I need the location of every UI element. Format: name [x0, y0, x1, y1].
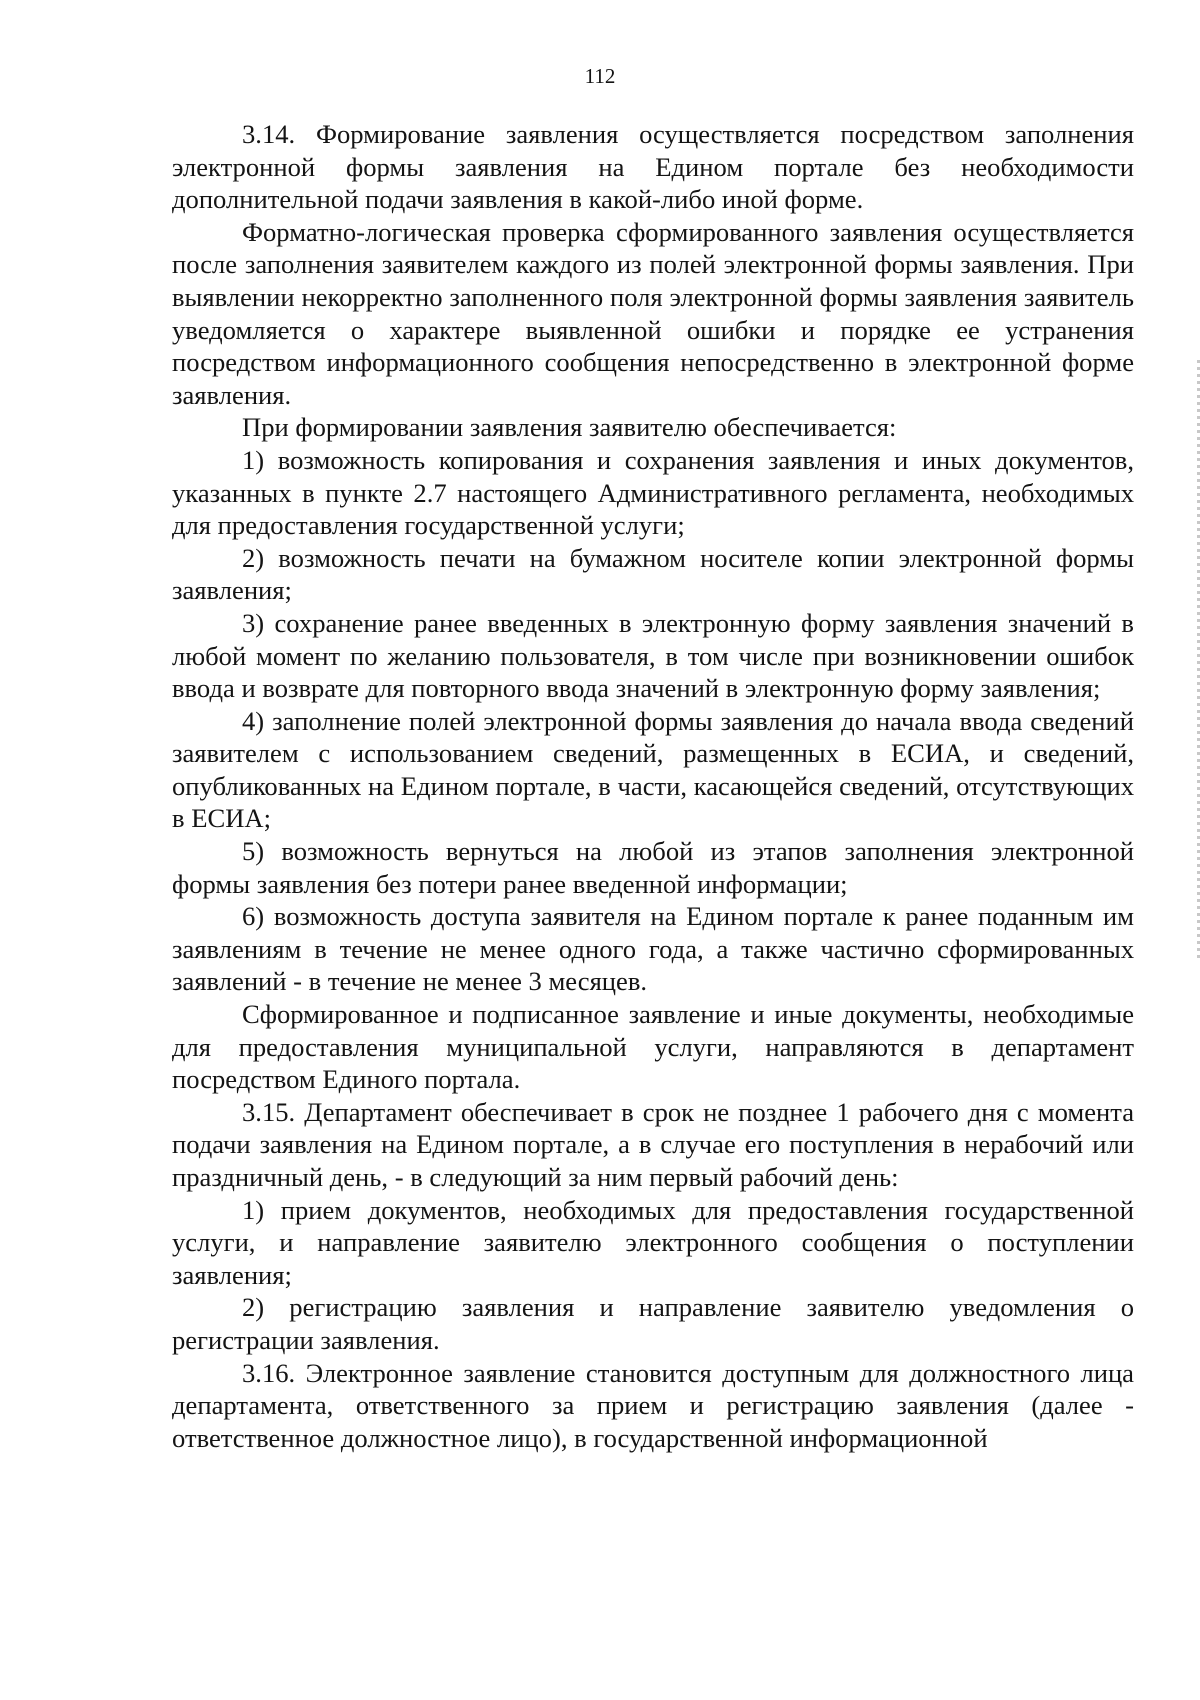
paragraph-3-14: 3.14. Формирование заявления осуществляется посредством заполнения электронной формы заявления на Едином портале без необходимости дополнительной подачи заявления в какой-либо иной форме.: [172, 119, 1134, 215]
list-item-3-15-2: 2) регистрацию заявления и направление заявителю уведомления о регистрации заявления.: [172, 1292, 1134, 1355]
paragraph-3-16: 3.16. Электронное заявление становится доступным для должностного лица департамента, ответственного за прием и регистрацию заявления (далее - ответственное должностное лицо), в государственной информационной: [172, 1357, 1134, 1453]
paragraph-provisions-intro: При формировании заявления заявителю обеспечивается:: [242, 412, 897, 443]
list-item-4: 4) заполнение полей электронной формы заявления до начала ввода сведений заявителем с использованием сведений, размещенных в ЕСИА, и сведений, опубликованных на Едином портале, в части, касающейся сведений, отсутствующих в ЕСИА;: [172, 705, 1134, 834]
list-item-5: 5) возможность вернуться на любой из этапов заполнения электронной формы заявления без потери ранее введенной информации;: [172, 836, 1134, 899]
list-item-3-15-1: 1) прием документов, необходимых для предоставления государственной услуги, и направление заявителю электронного сообщения о поступлении заявления;: [172, 1194, 1134, 1290]
list-item-2: 2) возможность печати на бумажном носителе копии электронной формы заявления;: [172, 542, 1134, 606]
list-item-3: 3) сохранение ранее введенных в электронную форму заявления значений в любой момент по желанию пользователя, в том числе при возникновении ошибок ввода и возврате для повторного ввода значений в электронную форму заявления;: [172, 607, 1134, 704]
paragraph-3-15: 3.15. Департамент обеспечивает в срок не позднее 1 рабочего дня с момента подачи заявления на Едином портале, а в случае его поступления в нерабочий или праздничный день, - в следующий за ним первый рабочий день:: [172, 1096, 1134, 1192]
page-number: 112: [584, 64, 616, 88]
paragraph-format-check: Форматно-логическая проверка сформированного заявления осуществляется после заполнения заявителем каждого из полей электронной формы заявления. При выявлении некорректно заполненного поля электронной формы заявления заявитель уведомляется о характере выявленной ошибки и порядке ее устранения посредством информационного сообщения непосредственно в электронной форме заявления.: [172, 216, 1134, 410]
list-item-1: 1) возможность копирования и сохранения заявления и иных документов, указанных в пункте 2.7 настоящего Административного регламента, необходимых для предоставления государственной услуги;: [172, 444, 1134, 541]
list-item-6: 6) возможность доступа заявителя на Едином портале к ранее поданным им заявлениям в течение не менее одного года, а также частично сформированных заявлений - в течение не менее 3 месяцев.: [172, 901, 1134, 997]
document-body: [172, 118, 1134, 1454]
paragraph-submitted-documents: Сформированное и подписанное заявление и иные документы, необходимые для предоставления муниципальной услуги, направляются в департамент посредством Единого портала.: [172, 999, 1134, 1095]
